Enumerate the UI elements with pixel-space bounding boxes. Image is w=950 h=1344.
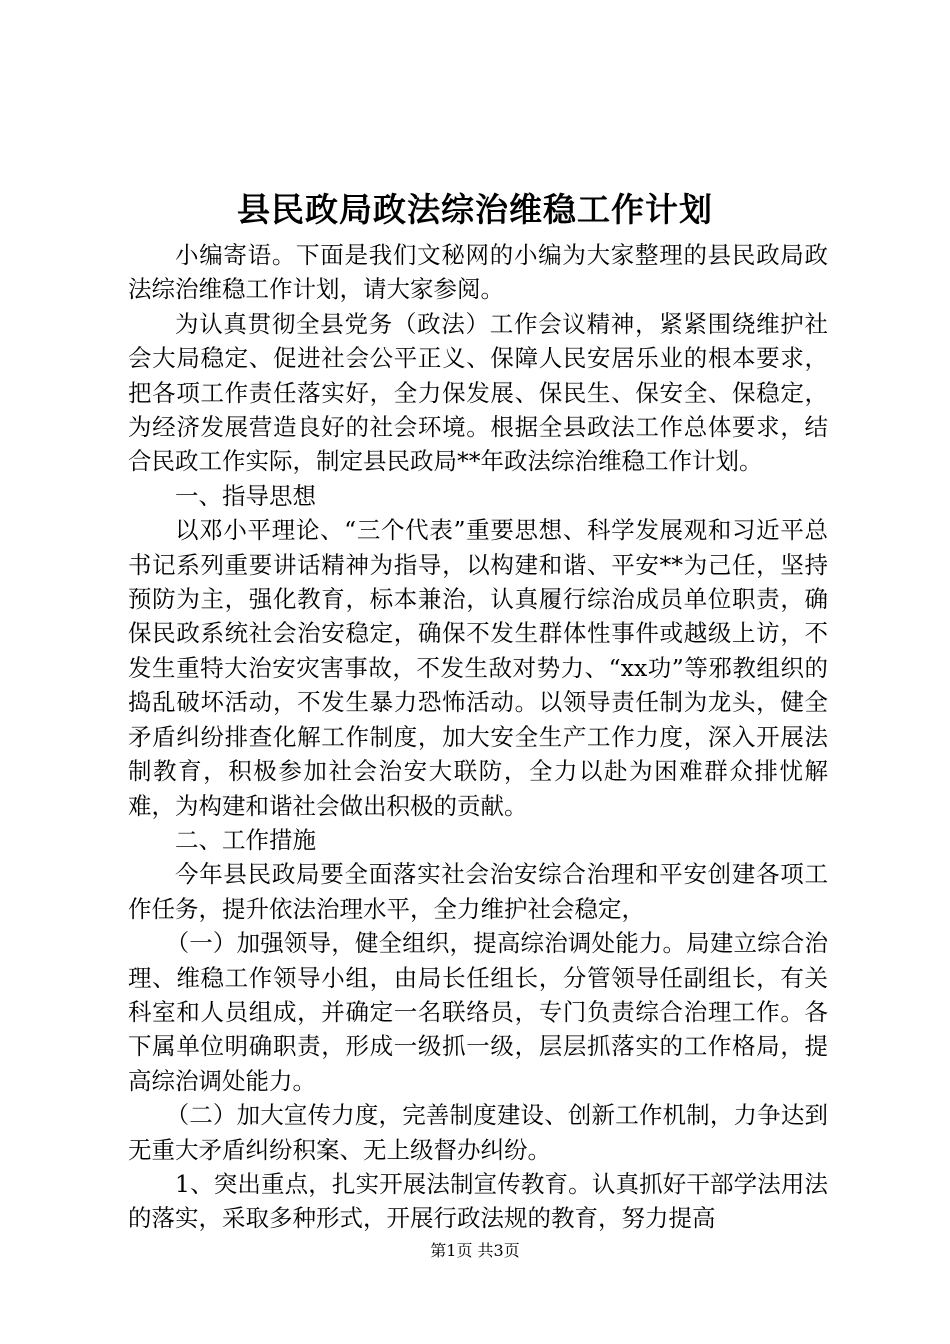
document-title: 县民政局政法综治维稳工作计划 — [237, 190, 713, 229]
paragraph-work-measures: 今年县民政局要全面落实社会治安综合治理和平安创建各项工作任务，提升依法治理水平，全力维护社会稳定， — [128, 860, 828, 923]
section-heading-work-measures: 二、工作措施 — [175, 825, 316, 854]
paragraph-preface: 为认真贯彻全县党务（政法）工作会议精神，紧紧围绕维护社会大局稳定、促进社会公平正义、保障人民安居乐业的根本要求，把各项工作责任落实好，全力保发展、保民生、保安全、保稳定，为经济发展营造良好的社会环境。根据全县政法工作总体要求，结合民政工作实际，制定县民政局**年政法综治维稳工作计划。 — [128, 309, 828, 476]
document-body — [128, 238, 828, 1236]
paragraph-measure-1: （一）加强领导，健全组织，提高综治调处能力。局建立综合治理、维稳工作领导小组，由局长任组长，分管领导任副组长，有关科室和人员组成，并确定一名联络员，专门负责综合治理工作。各下属单位明确职责，形成一级抓一级，层层抓落实的工作格局，提高综治调处能力。 — [128, 929, 828, 1095]
section-heading-guiding-ideology: 一、指导思想 — [175, 481, 316, 510]
paragraph-item-1: 1、突出重点，扎实开展法制宣传教育。认真抓好干部学法用法的落实，采取多种形式，开展行政法规的教育，努力提高 — [128, 1169, 828, 1233]
paragraph-intro: 小编寄语。下面是我们文秘网的小编为大家整理的县民政局政法综治维稳工作计划，请大家参阅。 — [128, 241, 828, 304]
paragraph-guiding-ideology: 以邓小平理论、“三个代表”重要思想、科学发展观和习近平总书记系列重要讲话精神为指导，以构建和谐、平安**为己任，坚持预防为主，强化教育，标本兼治，认真履行综治成员单位职责，确保民政系统社会治安稳定，确保不发生群体性事件或越级上访，不发生重特大治安灾害事故，不发生敌对势力、“xx功”等邪教组织的捣乱破坏活动，不发生暴力恐怖活动。以领导责任制为龙头，健全矛盾纠纷排查化解工作制度，加大安全生产工作力度，深入开展法制教育，积极参加社会治安大联防，全力以赴为困难群众排忧解难，为构建和谐社会做出积极的贡献。 — [128, 516, 828, 820]
paragraph-measure-2: （二）加大宣传力度，完善制度建设、创新工作机制，力争达到无重大矛盾纠纷积案、无上级督办纠纷。 — [128, 1101, 828, 1164]
page-footer: 第1页 共3页 — [430, 1241, 520, 1260]
